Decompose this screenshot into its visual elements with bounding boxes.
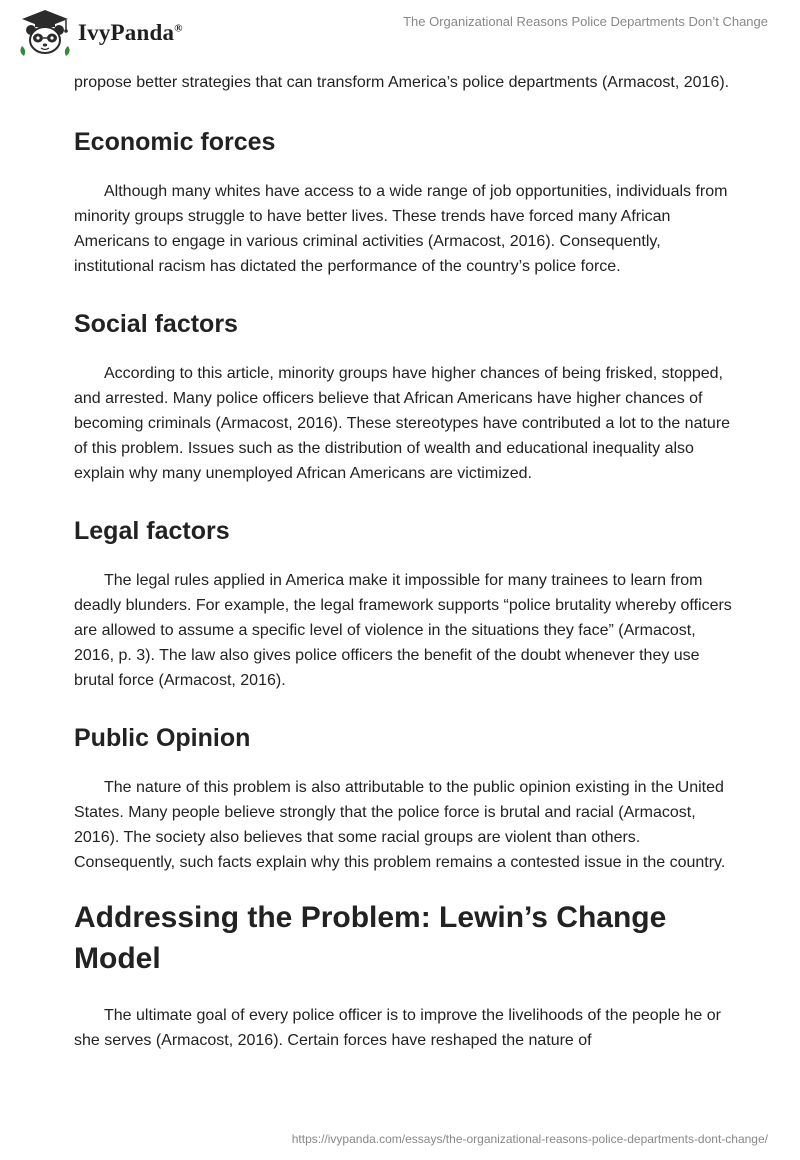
- document-body: [74, 70, 734, 1053]
- intro-paragraph: propose better strategies that can transform America’s police departments (Armacost, 2016).: [74, 74, 730, 91]
- heading-public-opinion: Public Opinion: [74, 724, 251, 752]
- heading-legal-factors: Legal factors: [74, 517, 230, 545]
- document-title: The Organizational Reasons Police Departments Don’t Change: [403, 14, 768, 29]
- ivypanda-logo[interactable]: [16, 8, 183, 58]
- brand-name: IvyPanda®: [78, 20, 183, 45]
- paragraph-legal-factors: The legal rules applied in America make it impossible for many trainees to learn from deadly blunders. For example, the legal framework supports “police brutality whereby officers are allowed to assume a specific level of violence in the situations they face” (Armacost, 2016, p. 3). The law also gives police officers the benefit of the doubt whenever they use brutal force (Armacost, 2016).: [74, 572, 732, 689]
- registered-mark: ®: [174, 22, 183, 35]
- paragraph-public-opinion: The nature of this problem is also attributable to the public opinion existing in the United States. Many people believe strongly that the police force is brutal and racial (Armacost, 2016). The society also believes that some racial groups are violent than others. Consequently, such facts explain why this problem remains a contested issue in the country.: [74, 779, 726, 871]
- heading-lewins-change-model: Addressing the Problem: Lewin’s Change Model: [74, 901, 667, 975]
- paragraph-social-factors: According to this article, minority groups have higher chances of being frisked, stopped, and arrested. Many police officers believe that African Americans have higher chances of becoming criminals (Armacost, 2016). These stereotypes have contributed a lot to the nature of this problem. Issues such as the distribution of wealth and educational inequality also explain why many unemployed African Americans are victimized.: [74, 365, 731, 482]
- source-url[interactable]: https://ivypanda.com/essays/the-organizational-reasons-police-departments-dont-change/: [291, 1132, 768, 1146]
- heading-economic-forces: Economic forces: [74, 128, 276, 156]
- paragraph-economic-forces: Although many whites have access to a wide range of job opportunities, individuals from minority groups struggle to have better lives. These trends have forced many African Americans to engage in various criminal activities (Armacost, 2016). Consequently, institutional racism has dictated the performance of the country’s police force.: [74, 183, 728, 275]
- paragraph-lewins-change-model: The ultimate goal of every police officer is to improve the livelihoods of the people he or she serves (Armacost, 2016). Certain forces have reshaped the nature of: [74, 1007, 721, 1049]
- heading-social-factors: Social factors: [74, 310, 238, 338]
- panda-graduate-icon: [16, 8, 74, 58]
